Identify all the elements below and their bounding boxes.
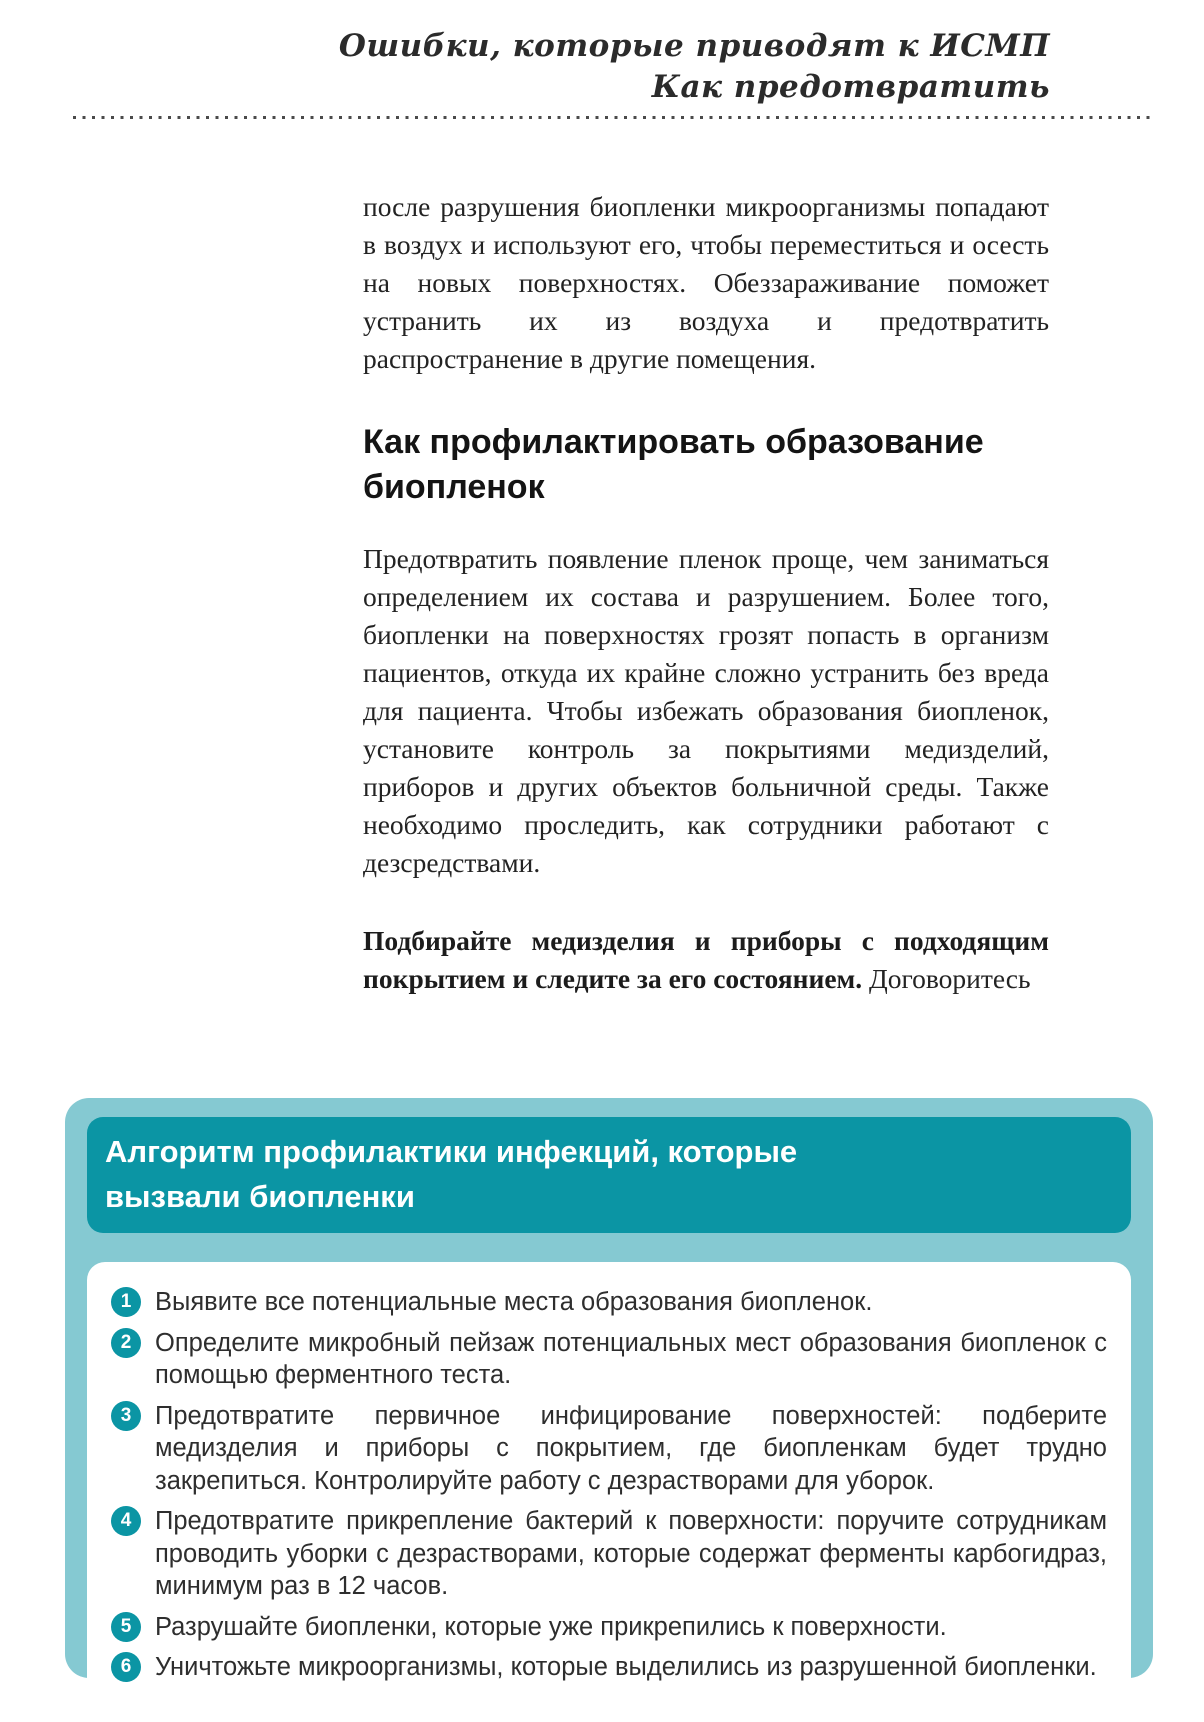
algorithm-box-title: Алгоритм профилактики инфекций, которые вызвали биопленки — [105, 1134, 798, 1214]
step-text: Разрушайте биопленки, которые уже прикрепились к поверхности. — [155, 1612, 947, 1641]
algorithm-box-header — [87, 1117, 1131, 1233]
list-item — [111, 1651, 1107, 1684]
step-number-badge: 3 — [111, 1401, 141, 1431]
paragraph-prevention: Предотвратить появление пленок проще, чем заниматься определением их состава и разрушением. Более того, биопленки на поверхностях грозят попасть в организм пациентов, откуда их крайне сложно устранить без вреда для пациента. Чтобы избежать образования биопленок, установите контроль за покрытиями медизделий, приборов и других объектов больничной среды. Также необходимо проследить, как сотрудники работают с дезсредствами. — [363, 543, 1049, 878]
step-text: Предотвратите прикрепление бактерий к поверхности: поручите сотрудникам проводить уборки с дезрастворами, которые содержат ферменты карбогидраз, минимум раз в 12 часов. — [155, 1507, 1107, 1600]
advice-bold-lead: Подбирайте медизделия и приборы с подходящим покрытием и следите за его состоянием. — [363, 925, 1049, 994]
list-item — [111, 1327, 1107, 1392]
paragraph-continuation: после разрушения биопленки микроорганизмы попадают в воздух и используют его, чтобы переместиться и осесть на новых поверхностях. Обеззараживание поможет устранить их из воздуха и предотвратить распространение в другие помещения. — [363, 191, 1049, 374]
step-text: Выявите все потенциальные места образования биопленок. — [155, 1288, 873, 1316]
list-item — [111, 1611, 1107, 1644]
list-item — [111, 1286, 1107, 1319]
list-item — [111, 1400, 1107, 1498]
step-text: Определите микробный пейзаж потенциальных мест образования биопленок с помощью ферментного теста. — [155, 1328, 1107, 1389]
paragraph-advice — [363, 922, 1049, 998]
algorithm-box-body — [87, 1262, 1131, 1708]
list-item — [111, 1505, 1107, 1603]
running-head-line1: Ошибки, которые приводят к ИСМП — [338, 28, 1050, 64]
step-number-badge: 6 — [111, 1652, 141, 1682]
step-number-badge: 5 — [111, 1612, 141, 1642]
step-text: Уничтожьте микроорганизмы, которые выделились из разрушенной биопленки. — [155, 1653, 1097, 1681]
algorithm-callout-box — [65, 1098, 1153, 1681]
advice-rest: Договоритесь — [862, 963, 1031, 994]
section-heading: Как профилактировать образование биопленок — [363, 423, 984, 506]
step-number-badge: 2 — [111, 1328, 141, 1358]
step-number-badge: 4 — [111, 1506, 141, 1536]
running-head — [339, 26, 1050, 108]
running-head-line2: Как предотвратить — [651, 69, 1050, 105]
article-column — [363, 188, 1049, 998]
step-number-badge: 1 — [111, 1287, 141, 1317]
dotted-divider — [73, 116, 1155, 119]
step-text: Предотвратите первичное инфицирование поверхностей: подберите медизделия и приборы с покрытием, где биопленкам будет трудно закрепиться. Контролируйте работу с дезрастворами для уборок. — [155, 1401, 1107, 1495]
